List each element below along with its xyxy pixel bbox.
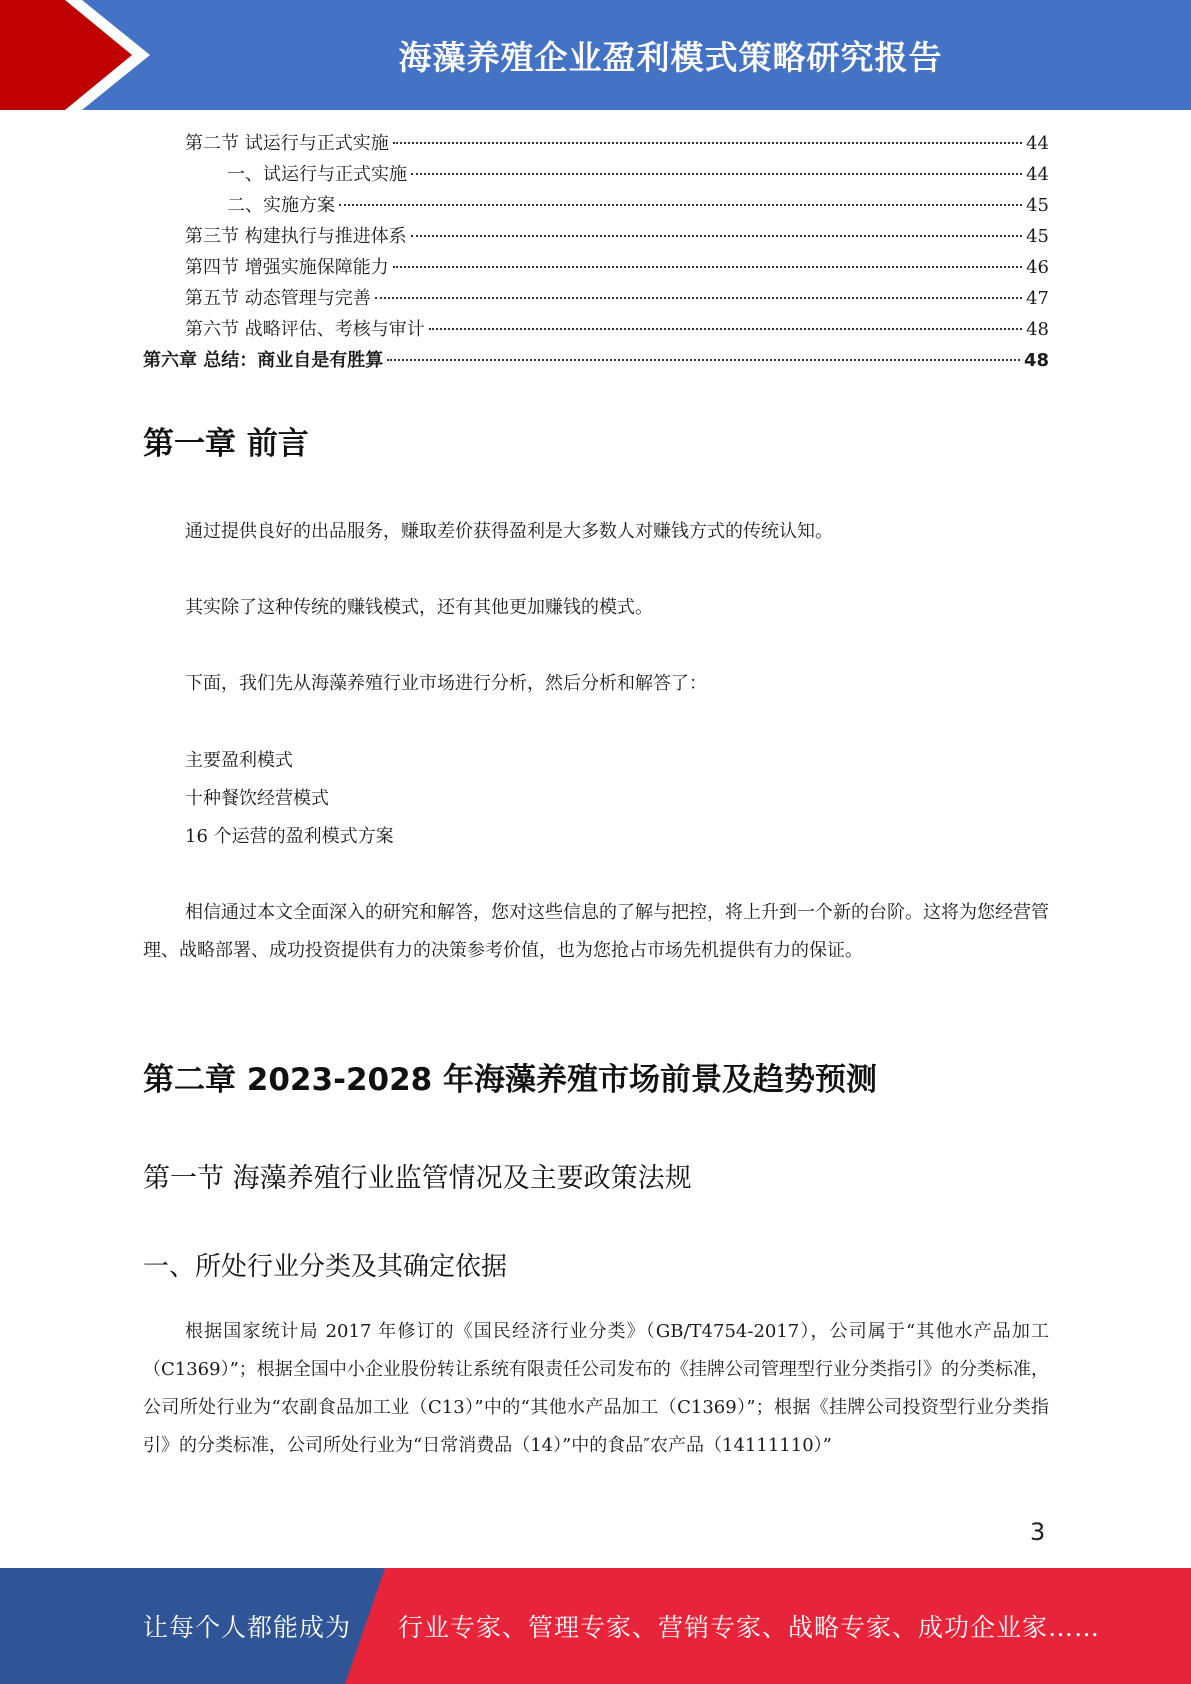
list-item: 16 个运营的盈利模式方案 [185, 826, 394, 847]
paragraph: 下面，我们先从海藻养殖行业市场进行分析，然后分析和解答了： [185, 673, 707, 694]
toc-leader-dots [429, 328, 1022, 330]
toc-page-number: 48 [1023, 350, 1049, 371]
toc-entry-text: 第四节 增强实施保障能力 [185, 257, 389, 278]
toc-leader-dots [411, 173, 1022, 175]
toc-entry[interactable] [143, 252, 1049, 283]
list-item: 十种餐饮经营模式 [185, 788, 329, 809]
toc-entry[interactable] [143, 128, 1049, 159]
toc-entry-text: 第六章 总结：商业自是有胜算 [143, 350, 384, 371]
paragraph: 根据国家统计局 2017 年修订的《国民经济行业分类》（GB/T4754-2017），公司属于“其他水产品加工（C1369）”；根据全国中小企业股份转让系统有限责任公司发布的《挂牌公司管理型行业分类指引》的分类标准，公司所处行业为“农副食品加工业（C13）”中的“其他水产品加工（C1369）”；根据《挂牌公司投资型行业分类指引》的分类标准，公司所处行业为“日常消费品（14）”中的食品″农产品（14111110）” [143, 1321, 1049, 1456]
footer-slogan-left: 让每个人都能成为 [143, 1613, 352, 1642]
toc-leader-dots [387, 359, 1020, 361]
toc-leader-dots [339, 204, 1022, 206]
toc-entry[interactable] [143, 190, 1049, 221]
page-footer [0, 1568, 1191, 1684]
header-arrow-decoration [0, 0, 160, 110]
paragraph: 通过提供良好的出品服务，赚取差价获得盈利是大多数人对赚钱方式的传统认知。 [185, 521, 833, 542]
toc-entry[interactable] [143, 159, 1049, 190]
toc-page-number: 46 [1026, 257, 1049, 278]
toc-entry[interactable] [143, 221, 1049, 252]
footer-slogan-right: 行业专家、管理专家、营销专家、战略专家、成功企业家…… [398, 1613, 1101, 1642]
paragraph: 相信通过本文全面深入的研究和解答，您对这些信息的了解与把控，将上升到一个新的台阶。这将为您经营管理、战略部署、成功投资提供有力的决策参考价值，也为您抢占市场先机提供有力的保证。 [143, 902, 1049, 961]
toc-chapter-entry[interactable] [143, 345, 1049, 376]
chapter-2-title: 第二章 2023-2028 年海藻养殖市场前景及趋势预测 [143, 1062, 878, 1098]
toc-entry[interactable] [143, 314, 1049, 345]
subsection-title: 一、所处行业分类及其确定依据 [143, 1252, 508, 1282]
toc-entry-text: 二、实施方案 [227, 195, 335, 216]
toc-entry-text: 第二节 试运行与正式实施 [185, 133, 389, 154]
toc-leader-dots [393, 142, 1022, 144]
toc-page-number: 47 [1026, 288, 1049, 309]
toc-entry-text: 第六节 战略评估、考核与审计 [185, 319, 425, 340]
toc-page-number: 45 [1026, 195, 1049, 216]
table-of-contents [143, 128, 1049, 376]
page-number: 3 [1030, 1518, 1046, 1546]
section-title: 第一节 海藻养殖行业监管情况及主要政策法规 [143, 1163, 692, 1194]
toc-page-number: 44 [1026, 164, 1049, 185]
toc-leader-dots [411, 235, 1022, 237]
toc-entry-text: 一、试运行与正式实施 [227, 164, 407, 185]
toc-page-number: 48 [1026, 319, 1049, 340]
toc-page-number: 45 [1026, 226, 1049, 247]
toc-leader-dots [393, 266, 1022, 268]
toc-entry-text: 第三节 构建执行与推进体系 [185, 226, 407, 247]
chapter-1-title: 第一章 前言 [143, 426, 309, 462]
list-item: 主要盈利模式 [185, 750, 293, 771]
toc-entry[interactable] [143, 283, 1049, 314]
toc-leader-dots [375, 297, 1022, 299]
toc-entry-text: 第五节 动态管理与完善 [185, 288, 371, 309]
paragraph: 其实除了这种传统的赚钱模式，还有其他更加赚钱的模式。 [185, 597, 653, 618]
toc-page-number: 44 [1026, 133, 1049, 154]
report-title: 海藻养殖企业盈利模式策略研究报告 [398, 37, 943, 77]
page-header [0, 0, 1191, 110]
